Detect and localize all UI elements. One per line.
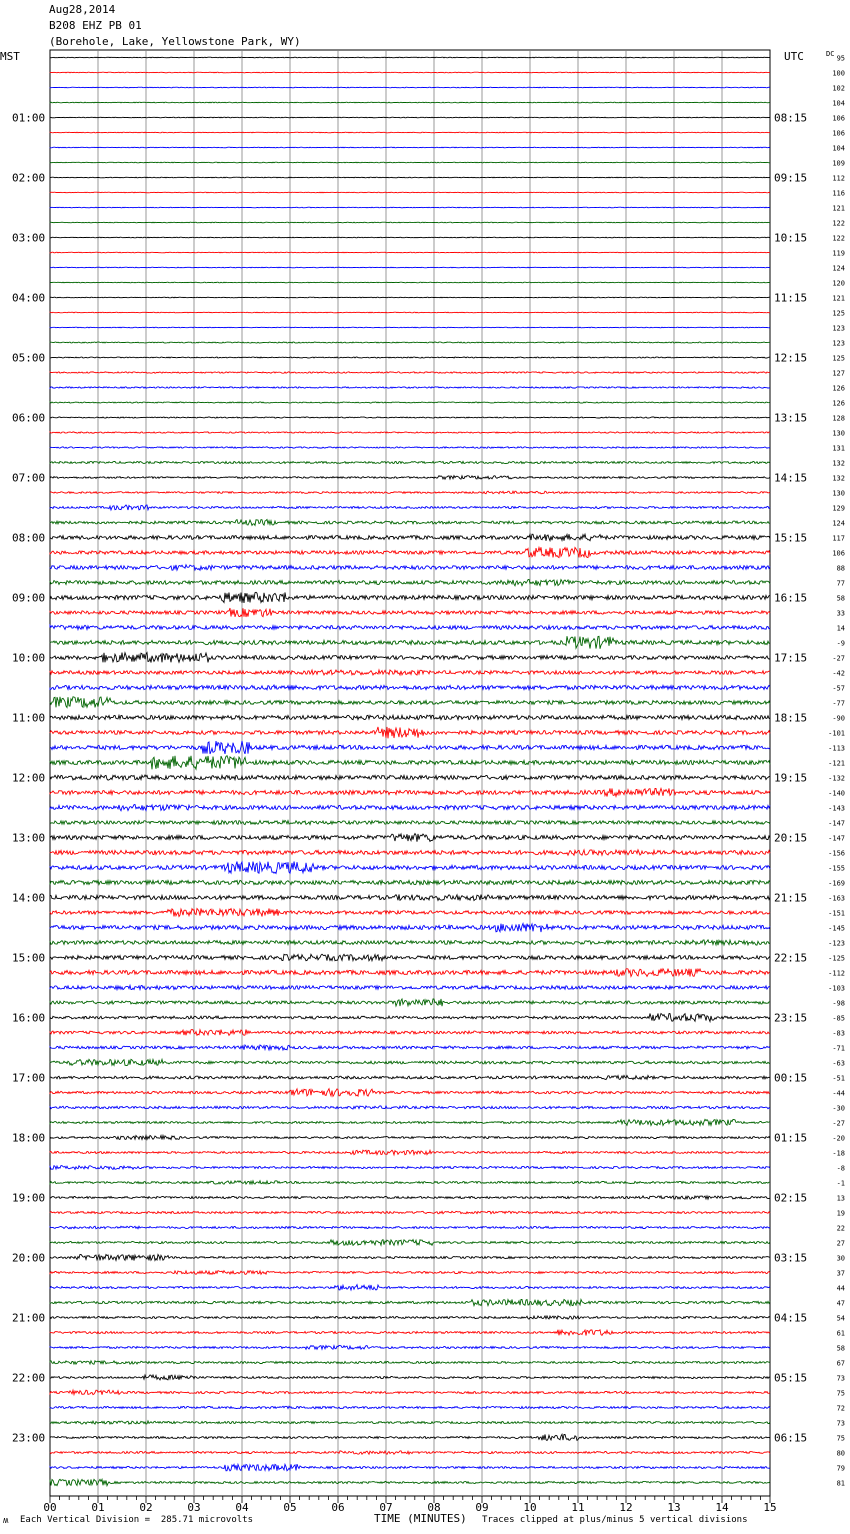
seismic-trace [50,1375,770,1380]
mst-hour-label: 02:00 [12,171,46,185]
utc-hour-label: 09:15 [774,171,808,185]
utc-hour-label: 02:15 [774,1191,808,1205]
seismic-trace [50,805,770,811]
dc-offset-label: 33 [836,609,845,618]
seismic-trace [50,1075,770,1079]
seismic-trace [50,1406,770,1409]
dc-offset-label: 127 [832,369,845,378]
seismic-trace [50,1361,770,1364]
seismic-trace [50,432,770,433]
dc-offset-label: 73 [836,1419,845,1428]
seismic-trace [50,880,770,884]
seismic-trace [50,447,770,448]
utc-hour-label: 13:15 [774,411,808,425]
seismic-trace [50,850,770,855]
dc-offset-label: -63 [832,1059,845,1068]
seismic-trace [50,820,770,824]
mst-hour-label: 12:00 [12,771,46,785]
dc-offset-label: 121 [832,204,845,213]
dc-offset-label: -57 [832,684,845,693]
dc-offset-label: -125 [828,954,845,963]
x-tick-label: 03 [187,1501,201,1514]
seismic-trace [50,505,770,510]
dc-offset-label: 58 [836,594,845,603]
seismic-trace [50,608,770,617]
utc-hour-label: 04:15 [774,1311,808,1325]
x-axis-title: TIME (MINUTES) [374,1512,467,1525]
dc-offset-label: 122 [832,219,845,228]
dc-offset-label: -42 [832,669,845,678]
seismic-trace [50,969,770,977]
dc-offset-label: 106 [832,549,845,558]
dc-offset-label: -151 [828,909,845,918]
seismic-trace [50,985,770,989]
dc-offset-label: -156 [828,849,845,858]
dc-offset-label: -77 [832,699,845,708]
utc-hour-label: 19:15 [774,771,808,785]
x-tick-label: 09 [475,1501,489,1514]
dc-title: DC [826,50,835,58]
seismic-trace [50,862,770,874]
seismic-trace [50,222,770,223]
seismic-trace [50,697,770,708]
mst-hour-label: 10:00 [12,651,46,665]
utc-hour-label: 17:15 [774,651,808,665]
dc-offset-label: -27 [832,1119,845,1128]
seismic-trace [50,1346,770,1350]
dc-offset-label: -140 [828,789,845,798]
seismic-trace [50,476,770,480]
seismic-trace [50,954,770,961]
dc-offset-label: -9 [836,639,845,648]
utc-hour-label: 01:15 [774,1131,808,1145]
dc-offset-label: -1 [836,1179,845,1188]
seismic-trace [50,636,770,649]
dc-offset-label: -143 [828,804,845,813]
dc-offset-label: 75 [836,1389,845,1398]
utc-hour-label: 00:15 [774,1071,808,1085]
dc-offset-label: -163 [828,894,845,903]
utc-axis-title: UTC [784,50,804,63]
mst-hour-label: 23:00 [12,1431,46,1445]
seismic-trace [50,147,770,148]
seismic-trace [50,357,770,358]
seismic-trace [50,57,770,58]
dc-offset-label: 109 [832,159,845,168]
seismic-trace [50,1030,770,1036]
seismic-trace [50,685,770,690]
dc-offset-label: 54 [836,1314,845,1323]
dc-offset-label: 130 [832,489,845,498]
seismic-trace [50,579,770,585]
utc-hour-label: 20:15 [774,831,808,845]
seismic-trace [50,756,770,770]
seismic-trace [50,715,770,719]
seismic-trace [50,372,770,373]
seismic-trace [50,788,770,796]
station-code: B208 EHZ PB 01 [49,19,142,32]
dc-offset-label: 123 [832,339,845,348]
mst-hour-label: 05:00 [12,351,46,365]
seismic-trace [50,491,770,494]
seismic-trace [50,1119,770,1125]
dc-offset-label: 72 [836,1404,845,1413]
x-tick-label: 08 [427,1501,441,1514]
seismic-trace [50,940,770,945]
seismic-trace [50,1300,770,1306]
seismic-trace [50,461,770,463]
seismic-trace [50,1059,770,1065]
seismic-trace [50,207,770,208]
seismic-trace [50,342,770,343]
mst-hour-label: 03:00 [12,231,46,245]
dc-offset-label: -121 [828,759,845,768]
dc-offset-label: -51 [832,1074,845,1083]
dc-offset-label: -123 [828,939,845,948]
dc-offset-label: -71 [832,1044,845,1053]
utc-hour-label: 05:15 [774,1371,808,1385]
x-tick-label: 05 [283,1501,297,1514]
dc-offset-label: 126 [832,399,845,408]
seismic-trace [50,402,770,403]
seismic-trace [50,1211,770,1214]
dc-offset-label: 44 [836,1284,845,1293]
dc-offset-label: 104 [832,144,845,153]
utc-hour-label: 06:15 [774,1431,808,1445]
seismic-trace [50,741,770,754]
seismic-trace [50,1226,770,1229]
dc-offset-label: 81 [836,1479,845,1488]
seismic-trace [50,72,770,73]
seismic-trace [50,252,770,253]
dc-offset-label: 124 [832,519,845,528]
mst-hour-label: 13:00 [12,831,46,845]
utc-hour-label: 11:15 [774,291,808,305]
dc-offset-label: 27 [836,1239,845,1248]
dc-offset-label: 88 [836,564,845,573]
dc-offset-label: 120 [832,279,845,288]
dc-offset-label: -98 [832,999,845,1008]
mst-axis-title: MST [0,50,20,63]
seismic-trace [50,237,770,238]
mst-hour-label: 11:00 [12,711,46,725]
seismic-trace [50,775,770,780]
seismic-trace [50,895,770,901]
seismic-trace [50,547,770,557]
scale-note: Each Vertical Division = 285.71 microvolts [20,1515,253,1525]
seismic-trace [50,87,770,88]
seismic-trace [50,1045,770,1050]
corner-mark: ʍ [3,1516,9,1526]
x-tick-label: 07 [379,1501,393,1514]
x-tick-label: 06 [331,1501,345,1514]
mst-hour-label: 18:00 [12,1131,46,1145]
dc-offset-label: 132 [832,459,845,468]
seismic-trace [50,834,770,842]
seismic-trace [50,1316,770,1319]
dc-offset-label: 73 [836,1374,845,1383]
seismic-trace [50,1285,770,1290]
dc-offset-label: 102 [832,84,845,93]
seismic-trace [50,924,770,933]
seismic-trace [50,1196,770,1199]
dc-offset-label: 122 [832,234,845,243]
seismic-trace [50,534,770,541]
seismic-trace [50,909,770,917]
dc-offset-label: -145 [828,924,845,933]
seismic-trace [50,1390,770,1395]
seismic-trace [50,312,770,313]
seismic-trace [50,1181,770,1184]
mst-hour-label: 21:00 [12,1311,46,1325]
seismic-trace [50,417,770,418]
mst-hour-label: 08:00 [12,531,46,545]
dc-offset-label: 37 [836,1269,845,1278]
dc-offset-label: 132 [832,474,845,483]
dc-offset-label: -147 [828,834,845,843]
utc-hour-label: 03:15 [774,1251,808,1265]
dc-offset-label: -132 [828,774,845,783]
mst-hour-label: 20:00 [12,1251,46,1265]
dc-offset-label: 123 [832,324,845,333]
x-tick-label: 11 [571,1501,585,1514]
dc-offset-label: 95 [836,54,845,63]
dc-offset-label: 125 [832,309,845,318]
dc-offset-label: 22 [836,1224,845,1233]
utc-hour-label: 15:15 [774,531,808,545]
seismic-trace [50,1330,770,1336]
seismic-trace [50,1106,770,1109]
seismic-trace [50,327,770,328]
dc-offset-label: 119 [832,249,845,258]
dc-offset-label: -112 [828,969,845,978]
seismic-trace [50,1014,770,1022]
seismic-trace [50,1464,770,1471]
dc-offset-label: 13 [836,1194,845,1203]
seismic-trace [50,1254,770,1260]
mst-hour-label: 07:00 [12,471,46,485]
mst-hour-label: 14:00 [12,891,46,905]
mst-hour-label: 16:00 [12,1011,46,1025]
mst-hour-label: 17:00 [12,1071,46,1085]
mst-hour-label: 06:00 [12,411,46,425]
dc-offset-label: -147 [828,819,845,828]
seismic-trace [50,520,770,526]
seismic-trace [50,282,770,283]
seismic-trace [50,999,770,1006]
mst-hour-label: 04:00 [12,291,46,305]
clip-note: Traces clipped at plus/minus 5 vertical divisions [482,1515,748,1525]
dc-offset-label: 61 [836,1329,845,1338]
seismic-trace [50,1434,770,1440]
dc-offset-label: 117 [832,534,845,543]
dc-offset-label: -90 [832,714,845,723]
x-tick-label: 12 [619,1501,633,1514]
x-tick-label: 02 [139,1501,153,1514]
utc-hour-label: 10:15 [774,231,808,245]
utc-hour-label: 22:15 [774,951,808,965]
utc-hour-label: 18:15 [774,711,808,725]
dc-offset-label: -101 [828,729,845,738]
seismic-trace [50,1451,770,1455]
utc-hour-label: 23:15 [774,1011,808,1025]
seismic-trace [50,267,770,268]
mst-hour-label: 01:00 [12,111,46,125]
x-tick-label: 00 [43,1501,57,1514]
dc-offset-label: 77 [836,579,845,588]
dc-offset-label: -155 [828,864,845,873]
seismic-trace [50,1240,770,1246]
dc-offset-label: 128 [832,414,845,423]
seismic-trace [50,117,770,118]
seismic-trace [50,670,770,675]
seismic-trace [50,565,770,570]
dc-offset-label: 126 [832,384,845,393]
seismic-trace [50,727,770,738]
seismic-trace [50,1089,770,1097]
dc-offset-label: -18 [832,1149,845,1158]
dc-offset-label: -83 [832,1029,845,1038]
dc-offset-label: 75 [836,1434,845,1443]
dc-offset-label: -30 [832,1104,845,1113]
mst-hour-label: 19:00 [12,1191,46,1205]
dc-offset-label: -8 [836,1164,845,1173]
dc-offset-label: 104 [832,99,845,108]
seismic-trace [50,387,770,388]
seismic-trace [50,625,770,629]
mst-hour-label: 22:00 [12,1371,46,1385]
station-location: (Borehole, Lake, Yellowstone Park, WY) [49,35,301,48]
seismic-trace [50,192,770,193]
x-tick-label: 15 [763,1501,777,1514]
dc-offset-label: 100 [832,69,845,78]
seismic-trace [50,1166,770,1170]
dc-offset-label: 121 [832,294,845,303]
chart-date: Aug28,2014 [49,3,116,16]
dc-offset-label: 30 [836,1254,845,1263]
x-tick-label: 14 [715,1501,729,1514]
dc-offset-label: 125 [832,354,845,363]
mst-hour-label: 09:00 [12,591,46,605]
mst-hour-label: 15:00 [12,951,46,965]
dc-offset-label: 124 [832,264,845,273]
seismic-trace [50,1421,770,1424]
dc-offset-label: 47 [836,1299,845,1308]
seismic-trace [50,297,770,298]
dc-offset-label: 106 [832,129,845,138]
dc-offset-label: 112 [832,174,845,183]
dc-offset-label: 58 [836,1344,845,1353]
dc-offset-label: -113 [828,744,845,753]
dc-offset-label: -27 [832,654,845,663]
dc-offset-label: 79 [836,1464,845,1473]
x-tick-label: 04 [235,1501,249,1514]
seismic-trace [50,1136,770,1140]
utc-hour-label: 08:15 [774,111,808,125]
seismic-trace [50,177,770,178]
seismic-trace [50,1150,770,1155]
dc-offset-label: 116 [832,189,845,198]
dc-offset-label: 131 [832,444,845,453]
dc-offset-label: 130 [832,429,845,438]
dc-offset-label: 80 [836,1449,845,1458]
seismic-trace [50,1479,770,1485]
dc-offset-label: -20 [832,1134,845,1143]
dc-offset-label: 14 [836,624,845,633]
utc-hour-label: 16:15 [774,591,808,605]
seismic-trace [50,132,770,133]
dc-offset-label: -169 [828,879,845,888]
seismic-trace [50,592,770,603]
utc-hour-label: 14:15 [774,471,808,485]
dc-offset-label: 129 [832,504,845,513]
seismic-trace [50,653,770,663]
dc-offset-label: -44 [832,1089,845,1098]
seismic-trace [50,102,770,103]
dc-offset-label: 67 [836,1359,845,1368]
dc-offset-label: -85 [832,1014,845,1023]
dc-offset-label: -103 [828,984,845,993]
seismic-trace [50,162,770,163]
utc-hour-label: 12:15 [774,351,808,365]
dc-offset-label: 19 [836,1209,845,1218]
x-tick-label: 13 [667,1501,681,1514]
utc-hour-label: 21:15 [774,891,808,905]
seismic-trace [50,1271,770,1275]
x-tick-label: 01 [91,1501,105,1514]
dc-offset-label: 106 [832,114,845,123]
x-tick-label: 10 [523,1501,537,1514]
